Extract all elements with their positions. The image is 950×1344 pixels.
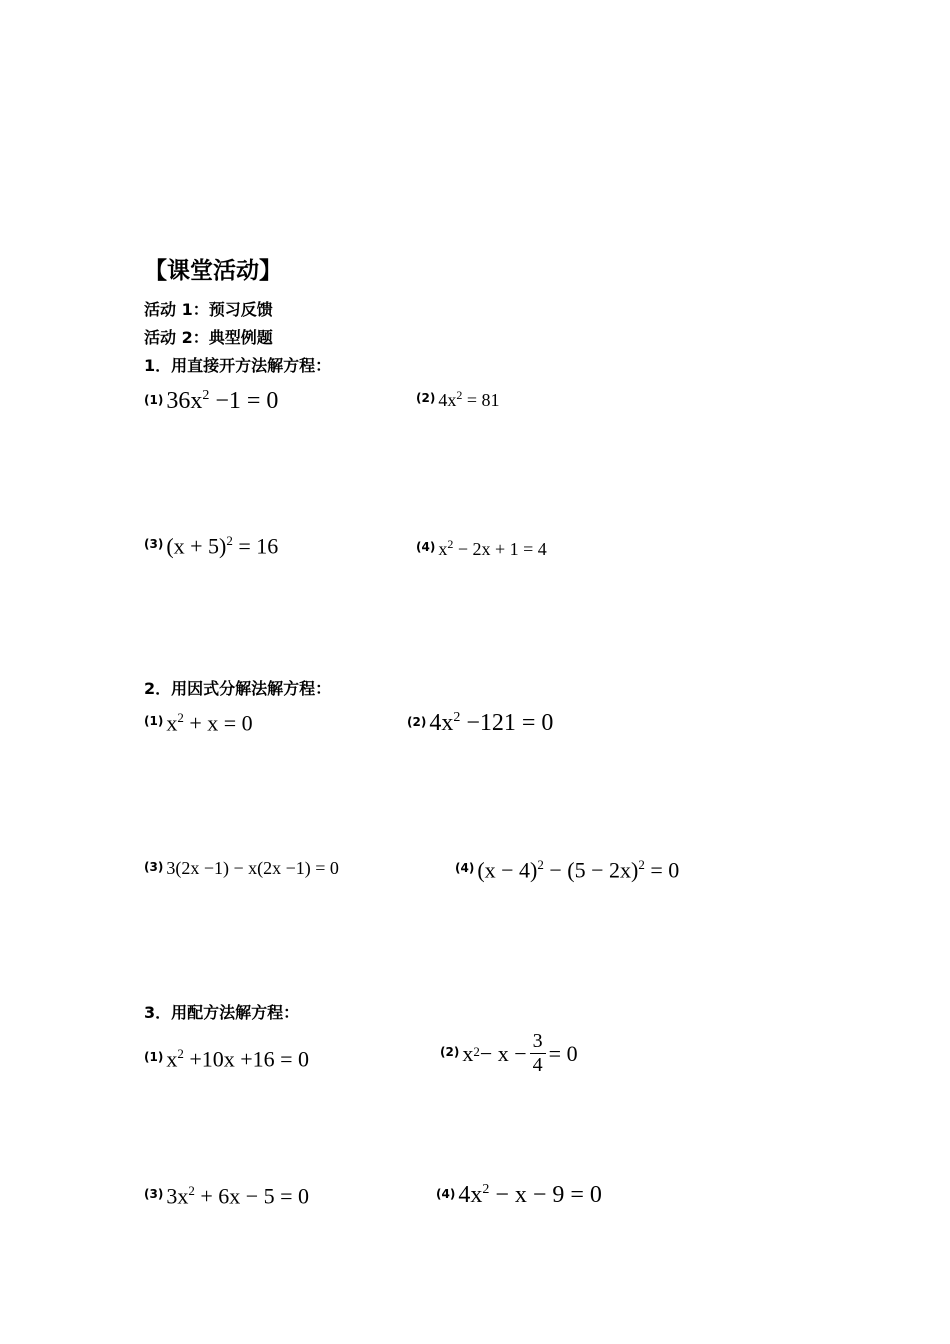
page-title: 【课堂活动】 — [144, 258, 282, 284]
problem-3-3 — [144, 1183, 309, 1209]
problem-number: (2) — [440, 1044, 460, 1059]
equation: $3x^2 + 6x - 5 = 0$ — [166, 1183, 310, 1209]
problem-2-3 — [144, 858, 339, 879]
activity-1: 活动 1：预习反馈 — [144, 300, 273, 319]
problem-number: (2) — [407, 714, 427, 729]
problem-1-4 — [416, 537, 547, 560]
equation: $(x + 5)^2 = 16$ — [166, 533, 279, 559]
section-3-heading: 3．用配方法解方程： — [144, 1003, 300, 1022]
section-1-heading: 1．用直接开方法解方程： — [144, 356, 332, 375]
equation: $(x - 4)^2 - (5 - 2x)^2 = 0$ — [477, 857, 680, 883]
problem-number: (4) — [436, 1186, 456, 1201]
problem-number: (3) — [144, 537, 164, 552]
equation: $4x^2 = 81$ — [438, 388, 500, 410]
fraction: $\frac{3}{4}$ — [530, 1030, 546, 1077]
problem-number: (4) — [416, 539, 436, 554]
problem-1-3 — [144, 533, 278, 559]
equation: $4x^2 - x - 9 = 0$ — [458, 1182, 602, 1208]
problem-3-2 — [440, 1030, 578, 1077]
problem-1-1 — [144, 388, 278, 415]
activity-2: 活动 2：典型例题 — [144, 328, 273, 347]
problem-number: (4) — [455, 861, 475, 876]
problem-2-2 — [407, 710, 553, 737]
problem-number: (2) — [416, 390, 436, 405]
problem-number: (3) — [144, 859, 164, 874]
equation: $x^2 + x = 0$ — [166, 710, 253, 736]
problem-number: (3) — [144, 1187, 164, 1202]
problem-2-4 — [455, 857, 679, 883]
problem-number: (1) — [144, 1050, 164, 1065]
equation: x 2 − x − $\frac{3}{4}$ = 0 — [462, 1030, 578, 1076]
problem-number: (1) — [144, 714, 164, 729]
equation: $x^2 - 2x + 1 = 4$ — [438, 537, 547, 559]
problem-3-4 — [436, 1182, 602, 1209]
equation: $4x^2 -121 = 0$ — [429, 710, 554, 736]
problem-2-1 — [144, 710, 253, 736]
equation: $x^2 +10x +16 = 0$ — [166, 1046, 310, 1072]
problem-3-1 — [144, 1046, 309, 1072]
section-2-heading: 2．用因式分解法解方程： — [144, 679, 332, 698]
problem-number: (1) — [144, 392, 164, 407]
equation: $36x^2 -1 = 0$ — [166, 388, 279, 414]
problem-1-2 — [416, 388, 499, 411]
equation: 3(2x −1) − x(2x −1) = 0 — [166, 858, 339, 878]
